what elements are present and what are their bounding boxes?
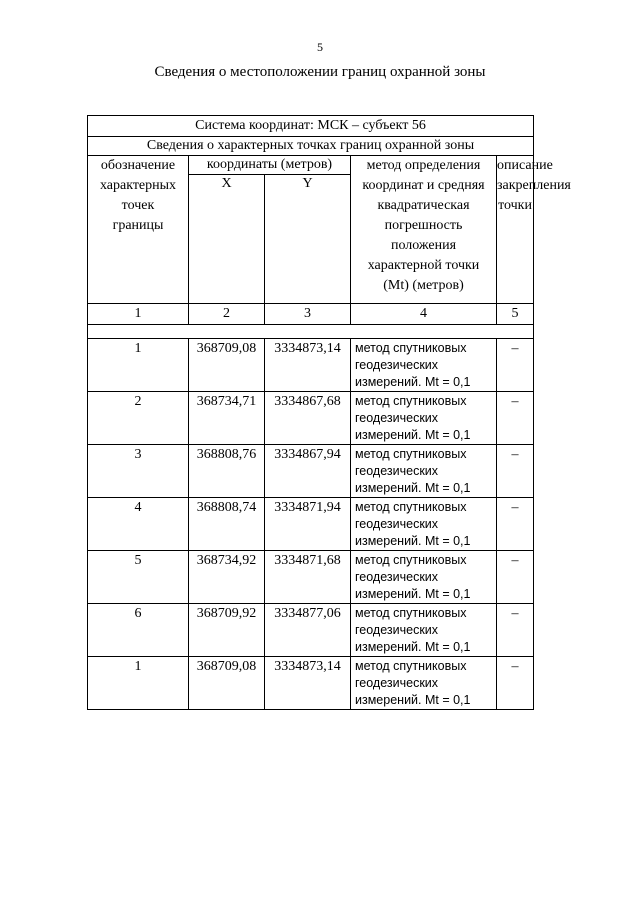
table-row bbox=[88, 551, 534, 604]
point-cell: 4 bbox=[88, 498, 189, 551]
header-coordinates: координаты (метров) bbox=[189, 156, 351, 175]
method-line: метод спутниковых bbox=[355, 499, 467, 514]
method-line: геодезических bbox=[355, 569, 439, 584]
table-row bbox=[88, 498, 534, 551]
method-line: измерений. Mt = 0,1 bbox=[355, 586, 471, 601]
table-row bbox=[88, 604, 534, 657]
description-cell: – bbox=[497, 498, 534, 551]
y-cell: 3334873,14 bbox=[265, 339, 351, 392]
method-line: метод спутниковых bbox=[355, 340, 467, 355]
y-cell: 3334871,94 bbox=[265, 498, 351, 551]
table-subtitle: Сведения о характерных точках границ охранной зоны bbox=[88, 137, 534, 156]
method-cell bbox=[351, 604, 497, 657]
method-line: метод спутниковых bbox=[355, 393, 467, 408]
description-cell: – bbox=[497, 392, 534, 445]
table-row bbox=[88, 392, 534, 445]
header-y: Y bbox=[265, 175, 351, 304]
header-method-line: (Mt) (метров) bbox=[383, 278, 464, 293]
header-designation-line: характерных bbox=[99, 178, 177, 193]
y-cell: 3334877,06 bbox=[265, 604, 351, 657]
header-method-line: координат и средняя bbox=[362, 178, 485, 193]
point-cell: 3 bbox=[88, 445, 189, 498]
header-method-line: метод определения bbox=[366, 158, 481, 173]
x-cell: 368709,08 bbox=[189, 339, 265, 392]
header-description-line: описание bbox=[497, 158, 553, 173]
method-line: метод спутниковых bbox=[355, 605, 467, 620]
subtitle-row bbox=[88, 137, 534, 156]
method-line: геодезических bbox=[355, 516, 439, 531]
method-line: геодезических bbox=[355, 463, 439, 478]
column-number: 1 bbox=[88, 304, 189, 325]
y-cell: 3334873,14 bbox=[265, 657, 351, 710]
header-designation-line: точек bbox=[121, 198, 155, 213]
method-line: геодезических bbox=[355, 410, 439, 425]
method-cell bbox=[351, 445, 497, 498]
point-cell: 5 bbox=[88, 551, 189, 604]
point-cell: 6 bbox=[88, 604, 189, 657]
x-cell: 368734,71 bbox=[189, 392, 265, 445]
method-cell bbox=[351, 392, 497, 445]
coordinates-table bbox=[87, 115, 571, 710]
spacer-cell bbox=[88, 325, 534, 339]
column-numbers-row bbox=[88, 304, 534, 325]
method-line: измерений. Mt = 0,1 bbox=[355, 639, 471, 654]
header-description bbox=[497, 156, 571, 304]
method-line: геодезических bbox=[355, 357, 439, 372]
y-cell: 3334871,68 bbox=[265, 551, 351, 604]
x-cell: 368734,92 bbox=[189, 551, 265, 604]
description-cell: – bbox=[497, 445, 534, 498]
method-line: измерений. Mt = 0,1 bbox=[355, 533, 471, 548]
header-method-line: положения bbox=[390, 238, 457, 253]
spacer-row bbox=[88, 325, 534, 339]
method-cell bbox=[351, 339, 497, 392]
header-method bbox=[351, 156, 497, 304]
header-designation-line: обозначение bbox=[100, 158, 176, 173]
method-line: измерений. Mt = 0,1 bbox=[355, 480, 471, 495]
method-line: метод спутниковых bbox=[355, 446, 467, 461]
header-designation bbox=[88, 156, 189, 304]
table-row bbox=[88, 445, 534, 498]
description-cell: – bbox=[497, 339, 534, 392]
column-number: 3 bbox=[265, 304, 351, 325]
header-description-line: точки bbox=[498, 198, 532, 213]
method-cell bbox=[351, 657, 497, 710]
header-x: X bbox=[189, 175, 265, 304]
column-number: 4 bbox=[351, 304, 497, 325]
description-cell: – bbox=[497, 657, 534, 710]
y-cell: 3334867,68 bbox=[265, 392, 351, 445]
method-line: метод спутниковых bbox=[355, 658, 467, 673]
x-cell: 368709,92 bbox=[189, 604, 265, 657]
header-method-line: погрешность bbox=[384, 218, 463, 233]
method-line: метод спутниковых bbox=[355, 552, 467, 567]
header-description-line: закрепления bbox=[497, 178, 571, 193]
column-number: 2 bbox=[189, 304, 265, 325]
document-title: Сведения о местоположении границ охранной зоны bbox=[154, 64, 486, 80]
system-row bbox=[88, 116, 534, 137]
method-line: измерений. Mt = 0,1 bbox=[355, 692, 471, 707]
method-line: измерений. Mt = 0,1 bbox=[355, 374, 471, 389]
method-line: геодезических bbox=[355, 622, 439, 637]
description-cell: – bbox=[497, 604, 534, 657]
page-number: 5 bbox=[317, 40, 323, 54]
method-cell bbox=[351, 551, 497, 604]
table-row bbox=[88, 339, 534, 392]
x-cell: 368808,74 bbox=[189, 498, 265, 551]
x-cell: 368808,76 bbox=[189, 445, 265, 498]
description-cell: – bbox=[497, 551, 534, 604]
header-method-line: характерной точки bbox=[367, 258, 480, 273]
point-cell: 1 bbox=[88, 339, 189, 392]
method-line: геодезических bbox=[355, 675, 439, 690]
header-method-line: квадратическая bbox=[377, 198, 470, 213]
header-designation-line: границы bbox=[112, 218, 164, 233]
table-row bbox=[88, 657, 534, 710]
coordinate-system-label: Система координат: МСК – субъект 56 bbox=[88, 116, 534, 137]
method-line: измерений. Mt = 0,1 bbox=[355, 427, 471, 442]
column-number: 5 bbox=[497, 304, 534, 325]
method-cell bbox=[351, 498, 497, 551]
x-cell: 368709,08 bbox=[189, 657, 265, 710]
point-cell: 2 bbox=[88, 392, 189, 445]
point-cell: 1 bbox=[88, 657, 189, 710]
y-cell: 3334867,94 bbox=[265, 445, 351, 498]
header-row-1 bbox=[88, 156, 534, 175]
